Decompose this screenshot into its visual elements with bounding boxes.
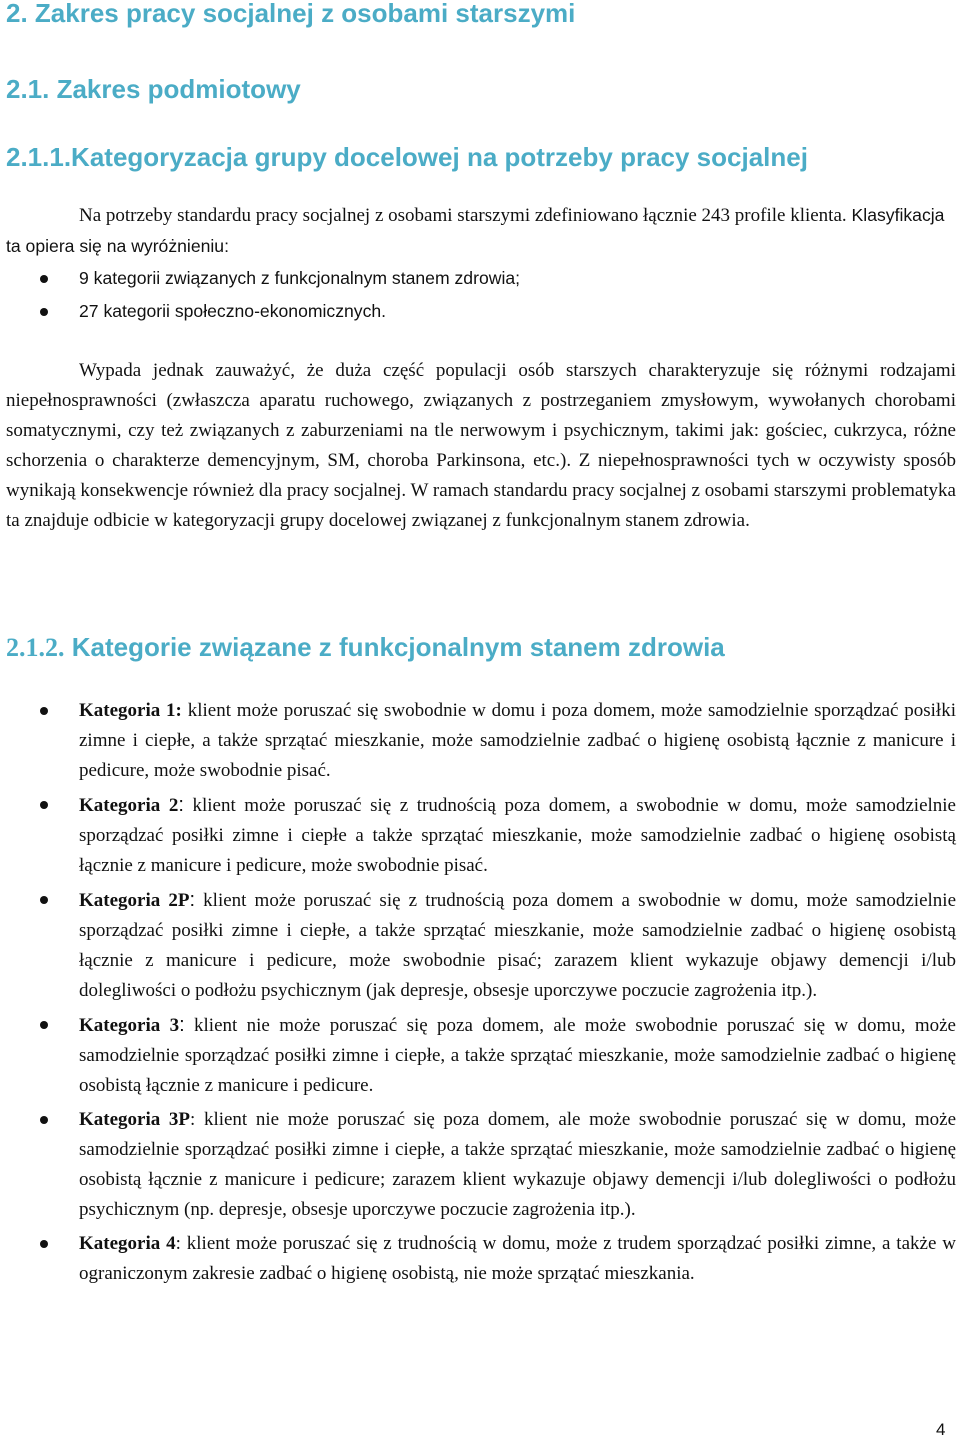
- category-item-3: [6, 1010, 956, 1101]
- category-item-2: [6, 790, 956, 881]
- category-item-4: [6, 1229, 956, 1289]
- list-item: [6, 295, 956, 328]
- subsubsection-heading-kategorie: [6, 632, 725, 663]
- categories-list: [6, 696, 956, 1293]
- category-text: klient nie może poruszać się poza domem, ale może swobodnie poruszać się w domu, może samodzielnie sporządzać posiłki zimne i ciepłe, a także sprzątać mieszkanie, może samodzielnie zadbać o higienę osobistą łącznie z manicure i pedicure.: [79, 1015, 956, 1096]
- category-text: klient może poruszać się z trudnością poza domem a swobodnie w domu, może samodzielnie sporządzać posiłki zimne i ciepłe, a także sprzątać mieszkanie, może samodzielnie zadbać o higienę osobistą łącznie z manicure i pedicure, może swobodnie pisać; zarazem klient wykazuje objawy demencji i/lub dolegliwości o podłożu psychicznym (jak depresje, obsesje uporczywe poczucie zagrożenia itp.).: [79, 890, 957, 1001]
- category-label: Kategoria 3P: [79, 1109, 191, 1130]
- bullet-icon: [40, 801, 48, 809]
- main-paragraph: Wypada jednak zauważyć, że duża część populacji osób starszych charakteryzuje się różnymi rodzajami niepełnosprawności (zwłaszcza aparatu ruchowego, związanych z postrzeganiem zmysłowym, wywołanych chorobami somatycznymi, czy też związanych z zaburzeniami na tle nerwowym i psychicznym, takimi jak: gościec, cukrzyca, różne schorzenia o charakterze demencyjnym, SM, choroba Parkinsona, etc.). Z niepełnosprawności tych w oczywisty sposób wynikają konsekwencje również dla pracy socjalnej. W ramach standardu pracy socjalnej z osobami starszymi problematyka ta znajduje odbicie w kategoryzacji grupy docelowej związanej z funkcjonalnym stanem zdrowia.: [6, 360, 956, 531]
- intro-paragraph: [6, 200, 956, 262]
- category-label: Kategoria 4: [79, 1233, 176, 1254]
- subsubsection-heading-kategoryzacja: 2.1.1.Kategoryzacja grupy docelowej na potrzeby pracy socjalnej: [6, 142, 808, 172]
- intro-sans-text: Klasyfikacja ta opiera się na wyróżnieniu:: [6, 205, 945, 256]
- list-item-text: 27 kategorii społeczno-ekonomicznych.: [79, 301, 387, 321]
- category-colon: :: [179, 1014, 185, 1036]
- category-item-3p: [6, 1105, 956, 1225]
- category-text: : klient nie może poruszać się poza domem, ale może swobodnie poruszać się w domu, może samodzielnie sporządzać posiłki zimne i ciepłe, a także sprzątać mieszkanie, może samodzielnie zadbać o higienę osobistą łącznie z manicure i pedicure; zarazem klient wykazuje objawy demencji i/lub dolegliwości o podłożu psychicznym (np. depresje, obsesje uporczywe poczucie zagrożenia itp.).: [79, 1109, 957, 1220]
- classification-list: [6, 262, 956, 328]
- category-item-1: [6, 696, 956, 786]
- heading-text: Kategorie związane z funkcjonalnym stanem zdrowia: [64, 632, 725, 662]
- heading-number: 2.1.2.: [6, 633, 65, 662]
- bullet-icon: [40, 1240, 48, 1248]
- category-text: : klient może poruszać się z trudnością w domu, może z trudem sporządzać posiłki zimne, a także w ograniczonym zakresie zadbać o higienę osobistą, nie może sprzątać mieszkania.: [79, 1233, 956, 1284]
- category-label: Kategoria 2: [79, 795, 179, 816]
- category-text: klient może poruszać się swobodnie w domu i poza domem, może samodzielnie sporządzać posiłki zimne i ciepłe, a także sprzątać mieszkanie, może samodzielnie zadbać o higienę osobistą łącznie z manicure i pedicure, może swobodnie pisać.: [79, 700, 956, 781]
- category-item-2p: [6, 885, 956, 1006]
- bullet-icon: [40, 707, 48, 715]
- bullet-icon: [40, 1116, 48, 1124]
- section-heading: 2. Zakres pracy socjalnej z osobami starszymi: [6, 0, 576, 28]
- category-label: Kategoria 1:: [79, 700, 182, 721]
- bullet-icon: [40, 275, 48, 283]
- bullet-icon: [40, 1021, 48, 1029]
- list-item: [6, 262, 956, 295]
- category-label: Kategoria 2P: [79, 890, 190, 911]
- bullet-icon: [40, 308, 48, 316]
- category-text: klient może poruszać się z trudnością poza domem, a swobodnie w domu, może samodzielnie sporządzać posiłki zimne i ciepłe a także sprzątać mieszkanie, może samodzielnie zadbać o higienę osobistą łącznie z manicure i pedicure, może swobodnie pisać.: [79, 795, 956, 876]
- category-colon: :: [189, 889, 196, 911]
- category-colon: :: [178, 794, 184, 816]
- list-item-text: 9 kategorii związanych z funkcjonalnym stanem zdrowia;: [79, 268, 521, 288]
- page-number: 4: [936, 1420, 946, 1439]
- intro-serif-text: Na potrzeby standardu pracy socjalnej z osobami starszymi zdefiniowano łącznie 243 profile klienta.: [79, 205, 847, 226]
- bullet-icon: [40, 896, 48, 904]
- subsection-heading: 2.1. Zakres podmiotowy: [6, 74, 301, 104]
- category-label: Kategoria 3: [79, 1015, 180, 1036]
